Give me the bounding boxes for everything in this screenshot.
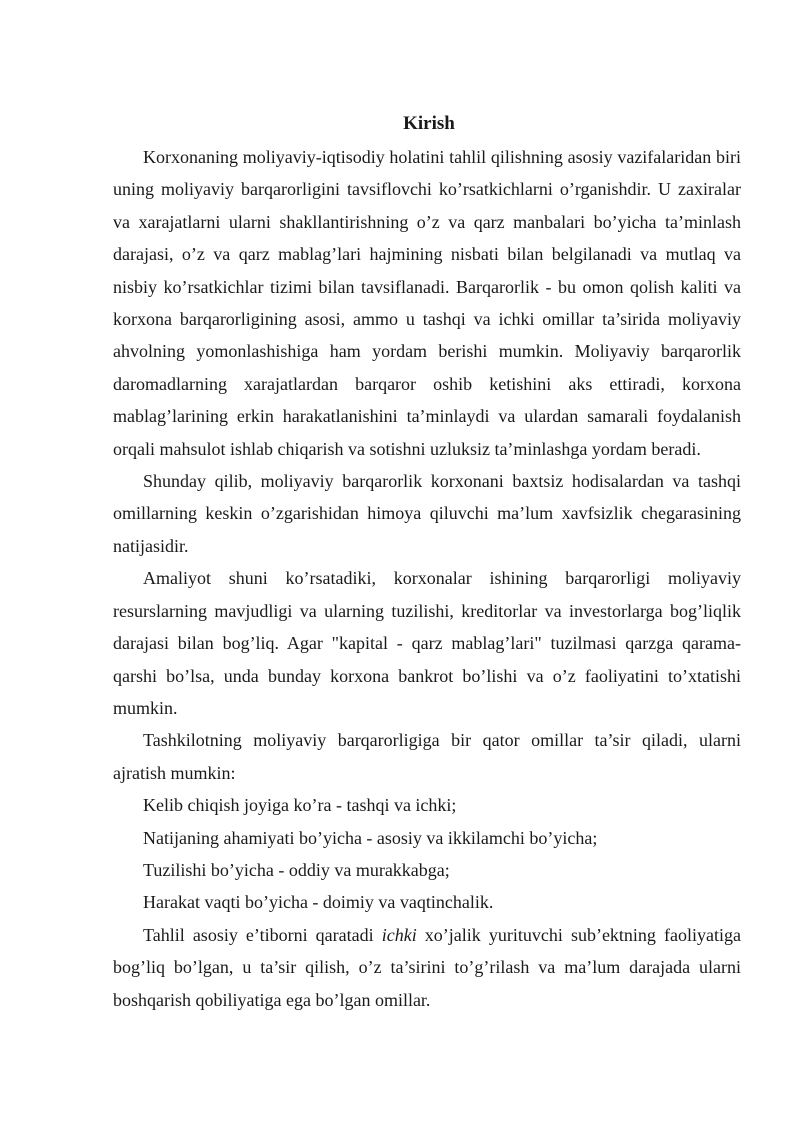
analysis-emphasis: ichki <box>381 924 417 945</box>
paragraph-intro: Korxonaning moliyaviy-iqtisodiy holatini tahlil qilishning asosiy vazifalaridan biri uning moliyaviy barqarorligini tavsiflovchi ko’rsatkichlarni o’rganishdir. U zaxiralar va xarajatlarni ularni shakllantirishning o’z va qarz manbalari bo’yicha ta’minlash darajasi, o’z va qarz mablag’lari hajmining nisbati bilan belgilanadi va mutlaq va nisbiy ko’rsatkichlar tizimi bilan tavsiflanadi. Barqarorlik - bu omon qolish kaliti va korxona barqarorligining asosi, ammo u tashqi va ichki omillar ta’sirida moliyaviy ahvolning yomonlashishiga ham yordam berishi mumkin. Moliyaviy barqarorlik daromadlarning xarajatlardan barqaror oshib ketishini aks ettiradi, korxona mablag’larining erkin harakatlanishini ta’minlaydi va ulardan samarali foydalanish orqali mahsulot ishlab chiqarish va sotishni uzluksiz ta’minlashga yordam beradi. <box>113 147 741 459</box>
list-item: Tuzilishi bo’yicha - oddiy va murakkabga; <box>143 859 450 880</box>
paragraph-analysis <box>113 919 741 1016</box>
paragraph-summary: Shunday qilib, moliyaviy barqarorlik korxonani baxtsiz hodisalardan va tashqi omillarning keskin o’zgarishidan himoya qiluvchi ma’lum xavfsizlik chegarasining natijasidir. <box>113 471 741 556</box>
document-page <box>113 109 741 1016</box>
analysis-text-after: xo’jalik yurituvchi sub’ektning faoliyatiga bog’liq bo’lgan, u ta’sir qilish, o’z ta’sirini to’g’rilash va ma’lum darajada ularni boshqarish qobiliyatiga ega bo’lgan omillar. <box>113 924 741 1010</box>
analysis-text-before: Tahlil asosiy e’tiborni qaratadi <box>143 924 382 945</box>
list-item: Natijaning ahamiyati bo’yicha - asosiy va ikkilamchi bo’yicha; <box>143 827 598 848</box>
document-title: Kirish <box>403 113 455 134</box>
list-item: Kelib chiqish joyiga ko’ra - tashqi va ichki; <box>143 795 457 816</box>
paragraph-practice: Amaliyot shuni ko’rsatadiki, korxonalar ishining barqarorligi moliyaviy resurslarning mavjudligi va ularning tuzilishi, kreditorlar va investorlarga bog’liqlik darajasi bilan bog’liq. Agar "kapital - qarz mablag’lari" tuzilmasi qarzga qarama-qarshi bo’lsa, unda bunday korxona bankrot bo’lishi va o’z faoliyatini to’xtatishi mumkin. <box>113 568 741 718</box>
paragraph-factors: Tashkilotning moliyaviy barqarorligiga bir qator omillar ta’sir qiladi, ularni ajratish mumkin: <box>113 730 741 783</box>
list-item: Harakat vaqti bo’yicha - doimiy va vaqtinchalik. <box>143 892 494 913</box>
